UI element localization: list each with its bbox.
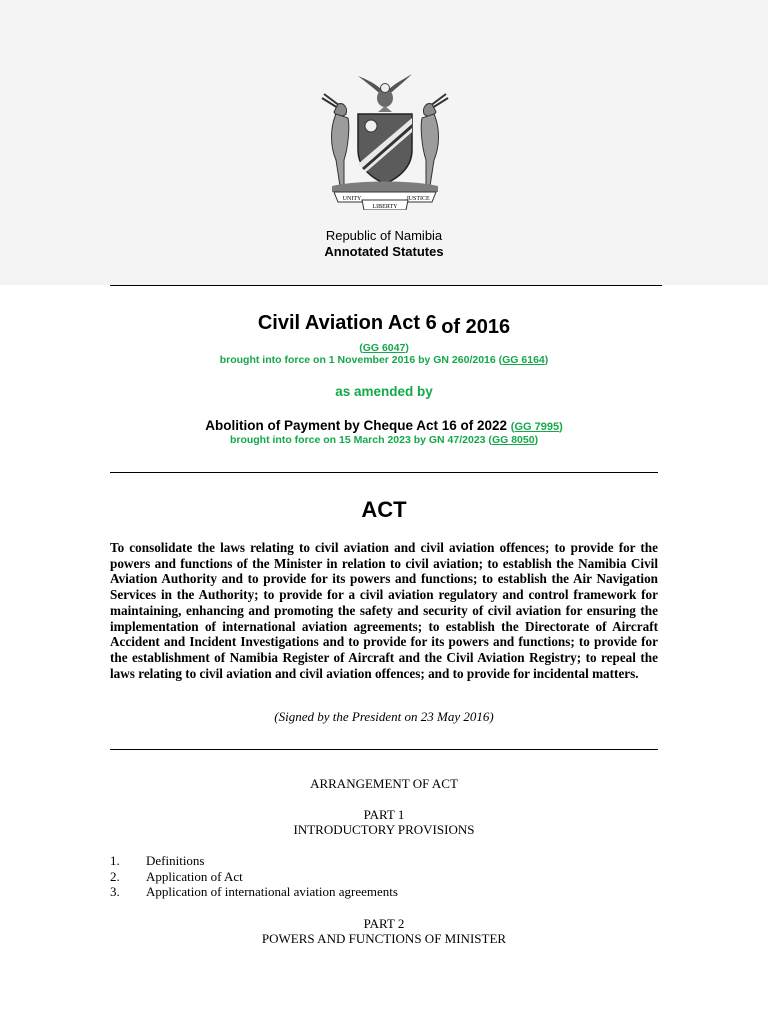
coat-of-arms-emblem — [318, 68, 452, 210]
act-title — [0, 312, 768, 338]
part-1-label: PART 1 — [363, 807, 405, 822]
motto-liberty: LIBERTY — [372, 204, 398, 210]
act-title-main: Civil Aviation Act 6 — [257, 312, 437, 334]
amending-act-title: Abolition of Payment by Cheque Act 16 of 2022 — [205, 418, 508, 433]
act-gazette-line: (GG 6047) — [359, 342, 409, 354]
amendments-divider — [110, 472, 658, 473]
motto-unity: UNITY — [342, 196, 362, 202]
part-1-title: INTRODUCTORY PROVISIONS — [293, 822, 475, 837]
amended-by-heading: as amended by — [335, 384, 433, 399]
header-divider — [110, 285, 662, 286]
commencement-gazette-link[interactable]: GG 6164 — [502, 354, 545, 366]
amending-commencement-gazette-link[interactable]: GG 8050 — [491, 434, 535, 446]
act-heading: ACT — [361, 497, 407, 522]
motto-justice: JUSTICE — [406, 196, 430, 202]
eagle-icon — [358, 74, 412, 112]
act-commencement: brought into force on 1 November 2016 by GN 260/2016 (GG 6164) — [219, 354, 549, 366]
amending-act-commencement: brought into force on 15 March 2023 by GN 47/2023 (GG 8050) — [229, 434, 539, 446]
toc-section-1[interactable]: 1. Definitions — [110, 853, 205, 868]
act-title-year: of 2016 — [441, 316, 511, 338]
act-purpose: To consolidate the laws relating to civil aviation and civil aviation offences; to provide for the powers and functions of the Minister in relation to civil aviation; to establish the Namibia Civil Aviation Authority and to provide for its powers and functions; to establish the Air Navigation Services in the Authority; to provide for a civil aviation regulatory and control framework for maintaining, enhancing and promoting the safety and security of civil aviation for ensuring the implementation of international aviation agreements; to establish the Directorate of Aircraft Accident and Incident Investigations and to provide for its powers and functions; to provide for the establishment of Namibia Register of Aircraft and the Civil Aviation Registry; to repeal the laws relating to civil aviation and civil aviation offences; and to provide for incidental matters. — [110, 540, 658, 681]
amending-act-gazette-link[interactable]: GG 7995 — [514, 421, 560, 433]
oryx-left-icon — [322, 94, 349, 186]
shield-icon — [358, 114, 412, 184]
part-2-title: POWERS AND FUNCTIONS OF MINISTER — [261, 931, 507, 946]
oryx-right-icon — [421, 94, 448, 186]
amending-act: Abolition of Payment by Cheque Act 16 of 2022 (GG 7995) — [205, 418, 563, 433]
gazette-link[interactable]: GG 6047 — [362, 342, 406, 354]
purpose-divider — [110, 749, 658, 750]
part-2-label: PART 2 — [363, 916, 405, 931]
collection-name: Annotated Statutes — [324, 244, 444, 259]
arrangement-heading: ARRANGEMENT OF ACT — [310, 776, 458, 791]
country-name: Republic of Namibia — [325, 228, 443, 243]
signed-note: (Signed by the President on 23 May 2016) — [274, 709, 494, 724]
motto-ribbon — [334, 192, 436, 210]
toc-section-2[interactable]: 2. Application of Act — [110, 869, 243, 884]
toc-section-3[interactable]: 3. Application of international aviation agreements — [110, 884, 398, 899]
